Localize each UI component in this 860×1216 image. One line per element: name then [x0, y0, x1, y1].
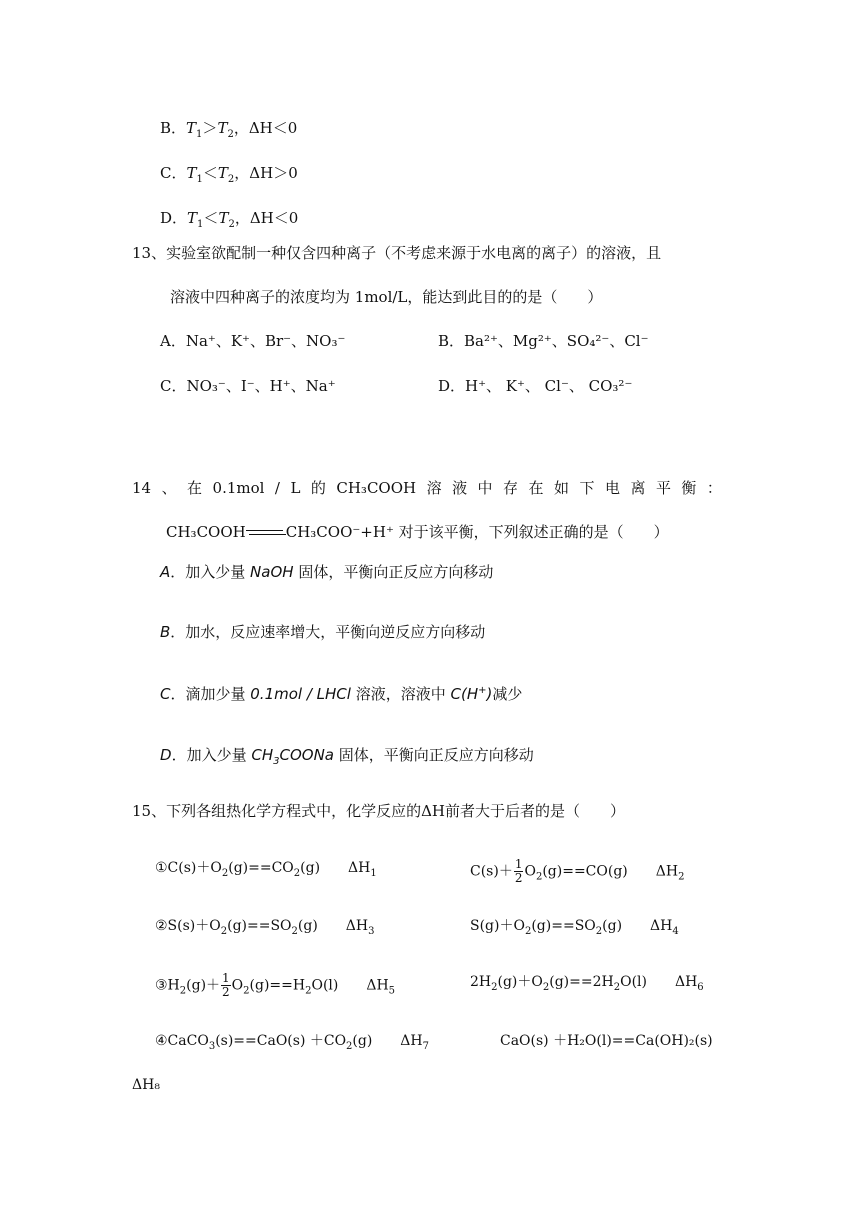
q15-row4-right: CaO(s) ＋H₂O(l)==Ca(OH)₂(s) [500, 1033, 713, 1049]
q15-row2-left: $②S(s)+O_2(g)==SO_2(g)$ $\Delta H_3$ [155, 918, 375, 937]
q13-stem-line2: 溶液中四种离子的浓度均为 1mol/L，能达到此目的的是（ ） [170, 288, 603, 306]
q15-row1-left: $①C(s)+O_2(g)==CO_2(g)$ $\Delta H_1$ [155, 860, 377, 879]
q15-row3-right: $2H_2(g)+O_2(g)==2H_2O(l)$ $\Delta H_6$ [470, 974, 704, 993]
q12-option-b: B．$T_1>T_2$，ΔH＜0 [160, 119, 298, 140]
q14-eq-right: CH₃COO⁻+H⁺ [285, 523, 394, 541]
q13-option-a: A．Na⁺、K⁺、Br⁻、NO₃⁻ [160, 332, 346, 350]
q15-stem: 15、下列各组热化学方程式中，化学反应的ΔH前者大于后者的是（ ） [132, 802, 626, 820]
q13-option-d: D．H⁺、 K⁺、 Cl⁻、 CO₃²⁻ [438, 377, 633, 395]
q15-row4-left: ④CaCO$_3$(s)==CaO(s) $+CO_2(g)$ $\Delta H_7$ [155, 1033, 430, 1052]
q15-row1-right: C(s)＋ $\frac{1}{2}$ $O_2(g)==CO(g)$ $\Delta H_2$ [470, 857, 685, 885]
q15-row3-left: $③H_2(g)+$ $\frac{1}{2}$ $O_2(g)==H_2O(l)$ $\Delta H_5$ [155, 971, 396, 999]
q12-option-d: D．$T_1<T_2$，ΔH＜0 [160, 209, 299, 230]
q13-option-c: C．NO₃⁻、I⁻、H⁺、Na⁺ [160, 377, 336, 395]
q14-stem-line1: 14 、 在 0.1mol / L 的 CH₃COOH 溶 液 中 存 在 如 下 电 离 平 衡 ： [132, 479, 722, 497]
q14-equilibrium-line [166, 522, 669, 542]
q14-stem-tail: 对于该平衡，下列叙述正确的是（ ） [393, 523, 669, 541]
q14-option-c: C．滴加少量 0.1mol / LHCl 溶液，溶液中 C(H+)减少 [160, 685, 523, 703]
q15-tail: ΔH₈ [132, 1077, 160, 1093]
equilibrium-arrow-icon [246, 528, 286, 538]
q14-option-b: B．加水，反应速率增大，平衡向逆反应方向移动 [160, 623, 486, 641]
q12-option-c: C．$T_1<T_2$，ΔH＞0 [160, 164, 298, 185]
q14-eq-left: CH₃COOH [166, 523, 246, 541]
q13-stem-line1: 13、实验室欲配制一种仅含四种离子（不考虑来源于水电离的离子）的溶液，且 [132, 244, 662, 262]
q13-option-b: B．Ba²⁺、Mg²⁺、SO₄²⁻、Cl⁻ [438, 332, 649, 350]
q14-option-d: D．加入少量 $CH_3COONa$ 固体，平衡向正反应方向移动 [160, 746, 534, 767]
q14-option-a: A．加入少量 NaOH 固体，平衡向正反应方向移动 [160, 563, 494, 581]
q15-row2-right: $S(g)+O_2(g)==SO_2(g)$ $\Delta H_4$ [470, 918, 679, 937]
